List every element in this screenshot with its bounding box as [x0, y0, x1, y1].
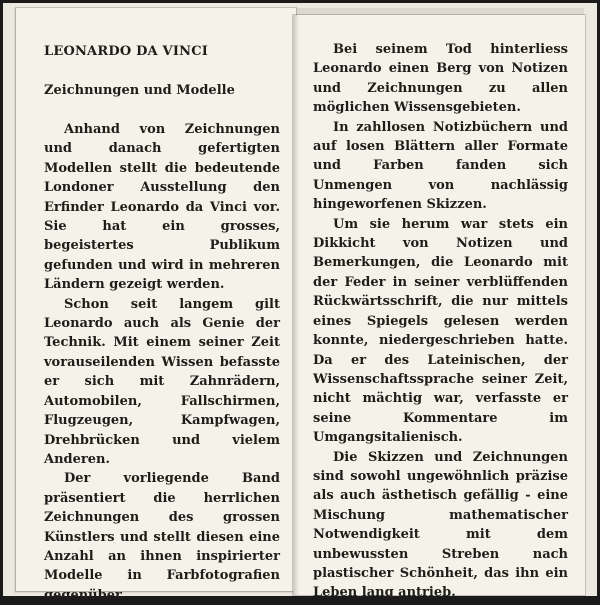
- right-paragraph-3: Um sie herum war stets ein Dikkicht von Notizen und Bemerkungen, die Leonardo mit der Feder in seiner verblüffenden Rückwärtsschrift, die nur mittels eines Spiegels gelesen werden konnte, niedergeschrieben hatte. Da er des Lateinischen, der Wissenschaftssprache seiner Zeit, nicht mächtig war, verfasste er seine Kommentare im Umgangsitalienisch.: [313, 216, 568, 446]
- flap-edge-shadow: [293, 15, 299, 595]
- right-paragraph-2: In zahllosen Notizbüchern und auf losen Blättern aller Formate und Farben fanden sich Unmengen von nachlässig hingeworfenen Skizzen.: [313, 119, 568, 213]
- book-title: LEONARDO DA VINCI: [44, 44, 209, 59]
- left-flap: [16, 8, 296, 603]
- left-paragraph-1: Anhand von Zeichnungen und danach gefertigten Modellen stellt die bedeutende Londoner Ausstellung den Erfinder Leonardo da Vinci vor. Sie hat ein grosses, begeistertes Publikum gefunden und wird in mehreren Ländern gezeigt werden.: [44, 122, 280, 293]
- left-paragraph-3: Der vorliegende Band präsentiert die herrlichen Zeichnungen des grossen Künstlers und stellt diesen eine Anzahl an ihnen inspirierter Modelle in Farbfotografien gegenüber.: [44, 471, 280, 603]
- left-paragraph-2: Schon seit langem gilt Leonardo auch als Genie der Technik. Mit einem seiner Zeit vorauseilenden Wissen befasste er sich mit Zahnrädern, Automobilen, Fallschirmen, Flugzeugen, Kampfwagen, Drehbrücken und vielem Anderen.: [44, 296, 280, 467]
- right-paragraph-4: Die Skizzen und Zeichnungen sind sowohl ungewöhnlich präzise als auch ästhetisch gefällig - eine Mischung mathematischer Notwendigkeit mit dem unbewussten Streben nach plastischer Schönheit, das ihn ein Leben lang antrieb.: [313, 449, 568, 601]
- right-flap: [293, 15, 585, 601]
- book-subtitle: Zeichnungen und Modelle: [44, 83, 235, 98]
- right-paragraph-1: Bei seinem Tod hinterliess Leonardo einen Berg von Notizen und Zeichnungen zu allen möglichen Wissensgebieten.: [313, 42, 568, 116]
